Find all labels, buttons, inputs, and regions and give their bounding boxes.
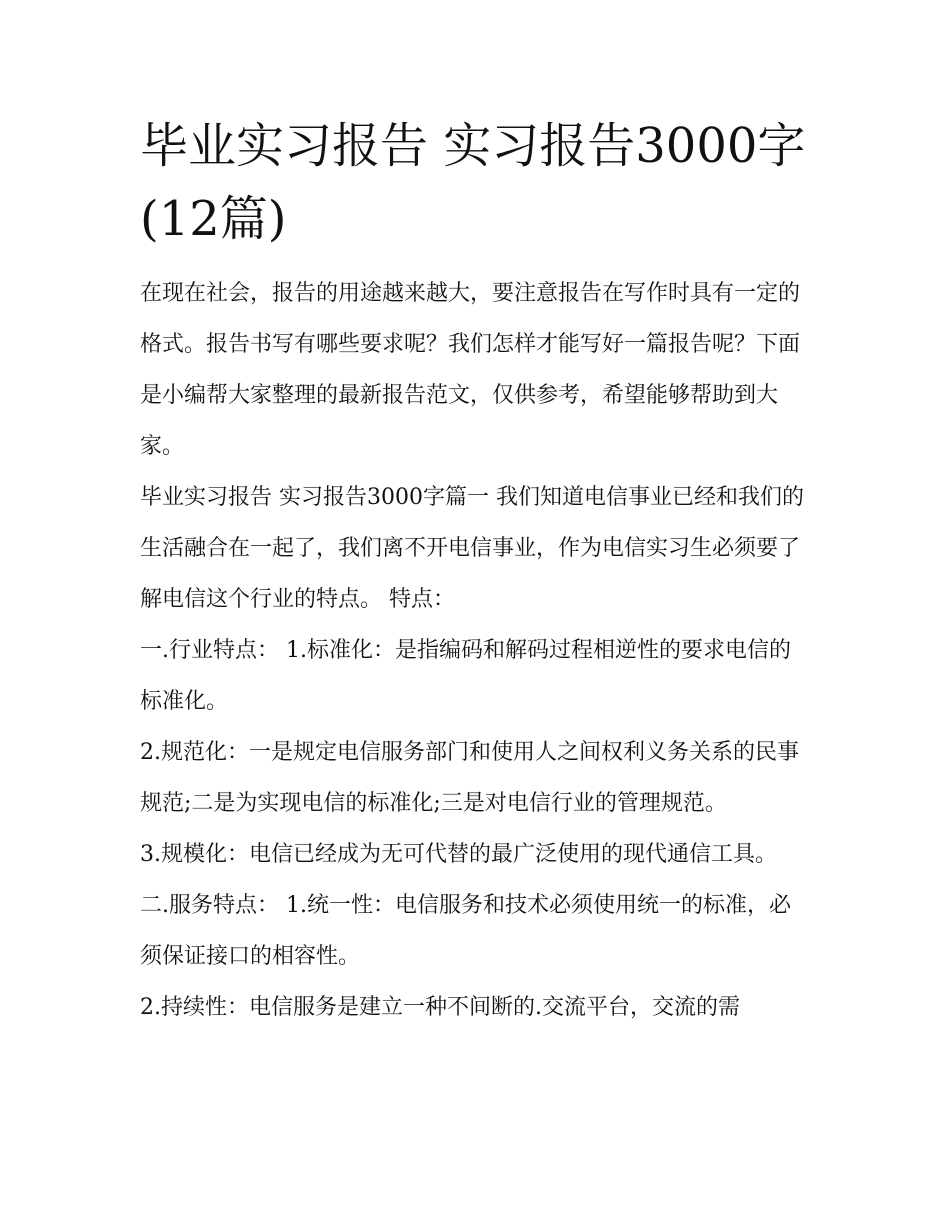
- paragraph-intro: 在现在社会，报告的用途越来越大，要注意报告在写作时具有一定的格式。报告书写有哪些要求呢？我们怎样才能写好一篇报告呢？下面是小编帮大家整理的最新报告范文，仅供参考，希望能够帮助到大家。: [140, 281, 801, 459]
- paragraph-scale: 3.规模化：电信已经成为无可代替的最广泛使用的现代通信工具。 二.服务特点： 1.统一性：电信服务和技术必须使用统一的标准，必须保证接口的相容性。: [140, 842, 791, 969]
- paragraph-industry-features: 一.行业特点： 1.标准化：是指编码和解码过程相逆性的要求电信的标准化。: [140, 638, 791, 714]
- paragraph-normalization: 2.规范化：一是规定电信服务部门和使用人之间权利义务关系的民事规范;二是为实现电信的标准化;三是对电信行业的管理规范。: [140, 740, 799, 816]
- paragraph-continuity: 2.持续性：电信服务是建立一种不间断的.交流平台，交流的需: [140, 995, 740, 1020]
- paragraph-part-one: 毕业实习报告 实习报告3000字篇一 我们知道电信事业已经和我们的生活融合在一起了，我们离不开电信事业，作为电信实习生必须要了解电信这个行业的特点。 特点：: [140, 485, 804, 612]
- document-body: [140, 110, 812, 1033]
- document-title: 毕业实习报告 实习报告3000字(12篇): [140, 118, 806, 247]
